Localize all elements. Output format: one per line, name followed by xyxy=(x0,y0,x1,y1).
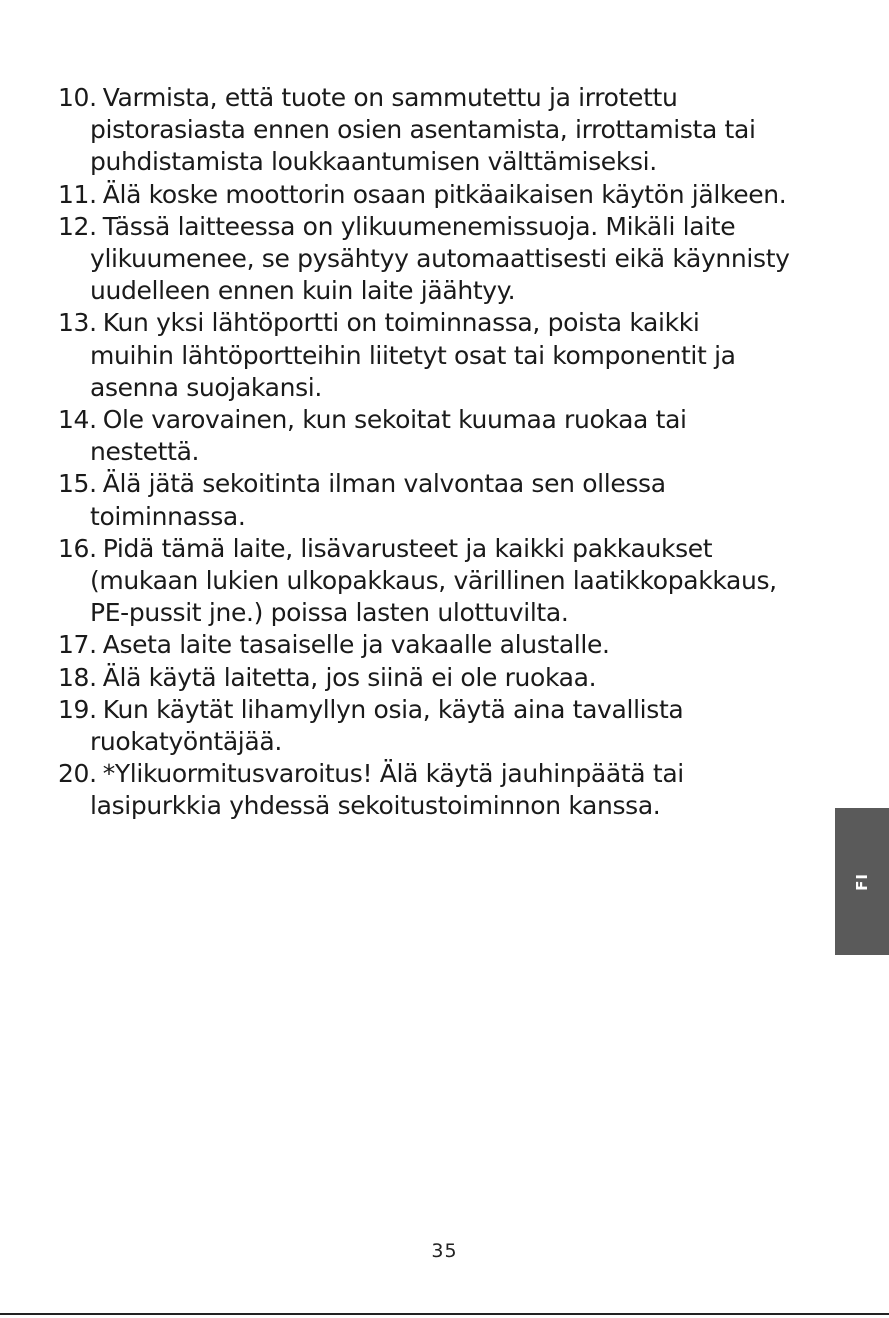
instruction-text xyxy=(90,662,848,694)
instruction-line: *Ylikuormitusvaroitus! Älä käytä jauhinpäätä tai xyxy=(102,759,684,789)
instruction-text xyxy=(90,468,848,532)
language-tab xyxy=(835,808,889,955)
instruction-number: 16. xyxy=(58,533,97,563)
instruction-line: lasipurkkia yhdessä sekoitustoiminnon kanssa. xyxy=(90,791,661,821)
instruction-item xyxy=(58,629,848,661)
instruction-line: pistorasiasta ennen osien asentamista, irrottamista tai xyxy=(90,115,756,145)
instruction-line: PE-pussit jne.) poissa lasten ulottuvilta. xyxy=(90,598,569,628)
instruction-text xyxy=(90,758,848,822)
instruction-line: Älä koske moottorin osaan pitkäaikaisen käytön jälkeen. xyxy=(102,179,787,209)
instruction-line: nestettä. xyxy=(90,437,200,467)
instruction-text xyxy=(90,179,848,211)
instruction-line: Tässä laitteessa on ylikuumenemissuoja. Mikäli laite xyxy=(102,211,736,241)
instruction-text xyxy=(90,404,848,468)
instruction-line: ylikuumenee, se pysähtyy automaattisesti eikä käynnisty xyxy=(90,244,790,274)
language-tab-label: FI xyxy=(853,872,871,891)
instruction-item xyxy=(58,694,848,758)
instruction-item xyxy=(58,404,848,468)
instruction-number: 19. xyxy=(58,694,97,724)
instruction-text xyxy=(90,629,848,661)
instruction-number: 13. xyxy=(58,308,97,338)
instruction-line: Kun yksi lähtöportti on toiminnassa, poista kaikki xyxy=(102,308,700,338)
instruction-line: puhdistamista loukkaantumisen välttämiseksi. xyxy=(90,147,657,177)
instruction-item xyxy=(58,211,848,308)
instruction-number: 14. xyxy=(58,405,97,435)
instruction-item xyxy=(58,662,848,694)
instruction-text xyxy=(90,307,848,404)
instruction-item xyxy=(58,179,848,211)
instruction-item xyxy=(58,533,848,630)
instruction-line: ruokatyöntäjää. xyxy=(90,727,282,757)
instruction-text xyxy=(90,211,848,308)
instruction-item xyxy=(58,307,848,404)
instruction-line: asenna suojakansi. xyxy=(90,372,322,402)
safety-instructions-list xyxy=(58,82,848,823)
instruction-line: Kun käytät lihamyllyn osia, käytä aina tavallista xyxy=(102,694,684,724)
instruction-item xyxy=(58,82,848,179)
instruction-item xyxy=(58,468,848,532)
instruction-line: toiminnassa. xyxy=(90,501,246,531)
instruction-line: Älä jätä sekoitinta ilman valvontaa sen ollessa xyxy=(102,469,666,499)
instruction-line: Varmista, että tuote on sammutettu ja irrotettu xyxy=(102,83,678,112)
instruction-number: 11. xyxy=(58,179,97,209)
instruction-line: Älä käytä laitetta, jos siinä ei ole ruokaa. xyxy=(102,662,597,692)
instruction-text xyxy=(90,533,848,630)
instruction-number: 12. xyxy=(58,211,97,241)
instruction-number: 18. xyxy=(58,662,97,692)
instruction-line: uudelleen ennen kuin laite jäähtyy. xyxy=(90,276,516,306)
instruction-line: muihin lähtöportteihin liitetyt osat tai komponentit ja xyxy=(90,340,736,370)
instruction-line: Aseta laite tasaiselle ja vakaalle alustalle. xyxy=(102,630,610,660)
instruction-line: Ole varovainen, kun sekoitat kuumaa ruokaa tai xyxy=(102,405,687,435)
instruction-line: Pidä tämä laite, lisävarusteet ja kaikki pakkaukset xyxy=(102,533,713,563)
instruction-item xyxy=(58,758,848,822)
instruction-line: (mukaan lukien ulkopakkaus, värillinen laatikkopakkaus, xyxy=(90,566,777,596)
instruction-text xyxy=(90,82,848,179)
instruction-number: 20. xyxy=(58,759,97,789)
instruction-text xyxy=(90,694,848,758)
page-number: 35 xyxy=(431,1240,458,1262)
instruction-number: 10. xyxy=(58,83,97,112)
instruction-number: 17. xyxy=(58,630,97,660)
instruction-number: 15. xyxy=(58,469,97,499)
bottom-rule xyxy=(0,1313,889,1315)
